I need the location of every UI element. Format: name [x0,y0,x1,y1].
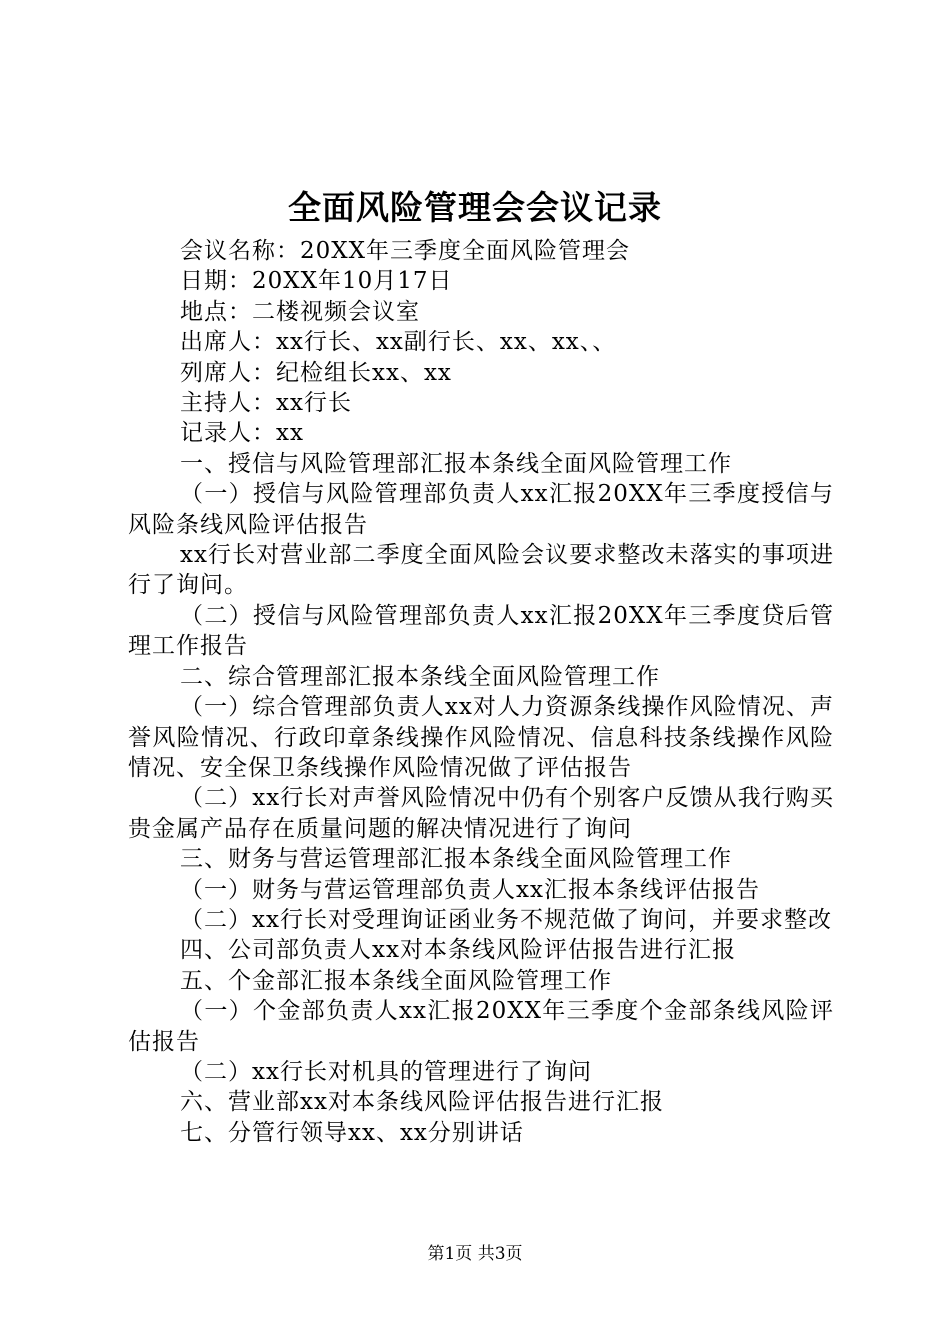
section-2-heading: 二、综合管理部汇报本条线全面风险管理工作 [180,663,660,690]
meeting-date: 日期：20XX年10月17日 [180,268,453,295]
section-2-item-1: （一）综合管理部负责人xx对人力资源条线操作风险情况、声誉风险情况、行政印章条线操作风险情况、信息科技条线操作风险情况、安全保卫条线操作风险情况做了评估报告 [128,694,834,781]
section-4-heading: 四、公司部负责人xx对本条线风险评估报告进行汇报 [180,937,736,964]
section-7-heading: 七、分管行领导xx、xx分别讲话 [180,1119,524,1146]
meeting-location: 地点：二楼视频会议室 [180,298,420,325]
page-footer: 第1页 共3页 [427,1244,523,1264]
document-title: 全面风险管理会会议记录 [288,188,662,227]
meeting-recorder: 记录人：xx [180,420,304,447]
section-5-heading: 五、个金部汇报本条线全面风险管理工作 [180,967,612,994]
meeting-host: 主持人：xx行长 [180,390,352,417]
section-1-item-2: （二）授信与风险管理部负责人xx汇报20XX年三季度贷后管理工作报告 [128,602,834,660]
section-1-heading: 一、授信与风险管理部汇报本条线全面风险管理工作 [180,450,732,477]
meeting-name: 会议名称：20XX年三季度全面风险管理会 [180,238,631,264]
meeting-attendees: 出席人：xx行长、xx副行长、xx、xx、、 [180,329,617,356]
section-5-item-2: （二）xx行长对机具的管理进行了询问 [180,1058,592,1085]
section-3-heading: 三、财务与营运管理部汇报本条线全面风险管理工作 [180,846,732,873]
section-1-note: xx行长对营业部二季度全面风险会议要求整改未落实的事项进行了询问。 [128,542,834,599]
section-3-item-2: （二）xx行长对受理询证函业务不规范做了询问，并要求整改 [180,906,832,933]
section-6-heading: 六、营业部xx对本条线风险评估报告进行汇报 [180,1089,664,1116]
section-3-item-1: （一）财务与营运管理部负责人xx汇报本条线评估报告 [180,876,760,903]
section-1-item-1: （一）授信与风险管理部负责人xx汇报20XX年三季度授信与风险条线风险评估报告 [128,481,834,538]
section-2-item-2: （二）xx行长对声誉风险情况中仍有个别客户反馈从我行购买贵金属产品存在质量问题的解决情况进行了询问 [128,785,834,842]
section-5-item-1: （一）个金部负责人xx汇报20XX年三季度个金部条线风险评估报告 [128,998,834,1055]
document-body [128,236,834,1148]
meeting-observers: 列席人：纪检组长xx、xx [180,359,452,386]
